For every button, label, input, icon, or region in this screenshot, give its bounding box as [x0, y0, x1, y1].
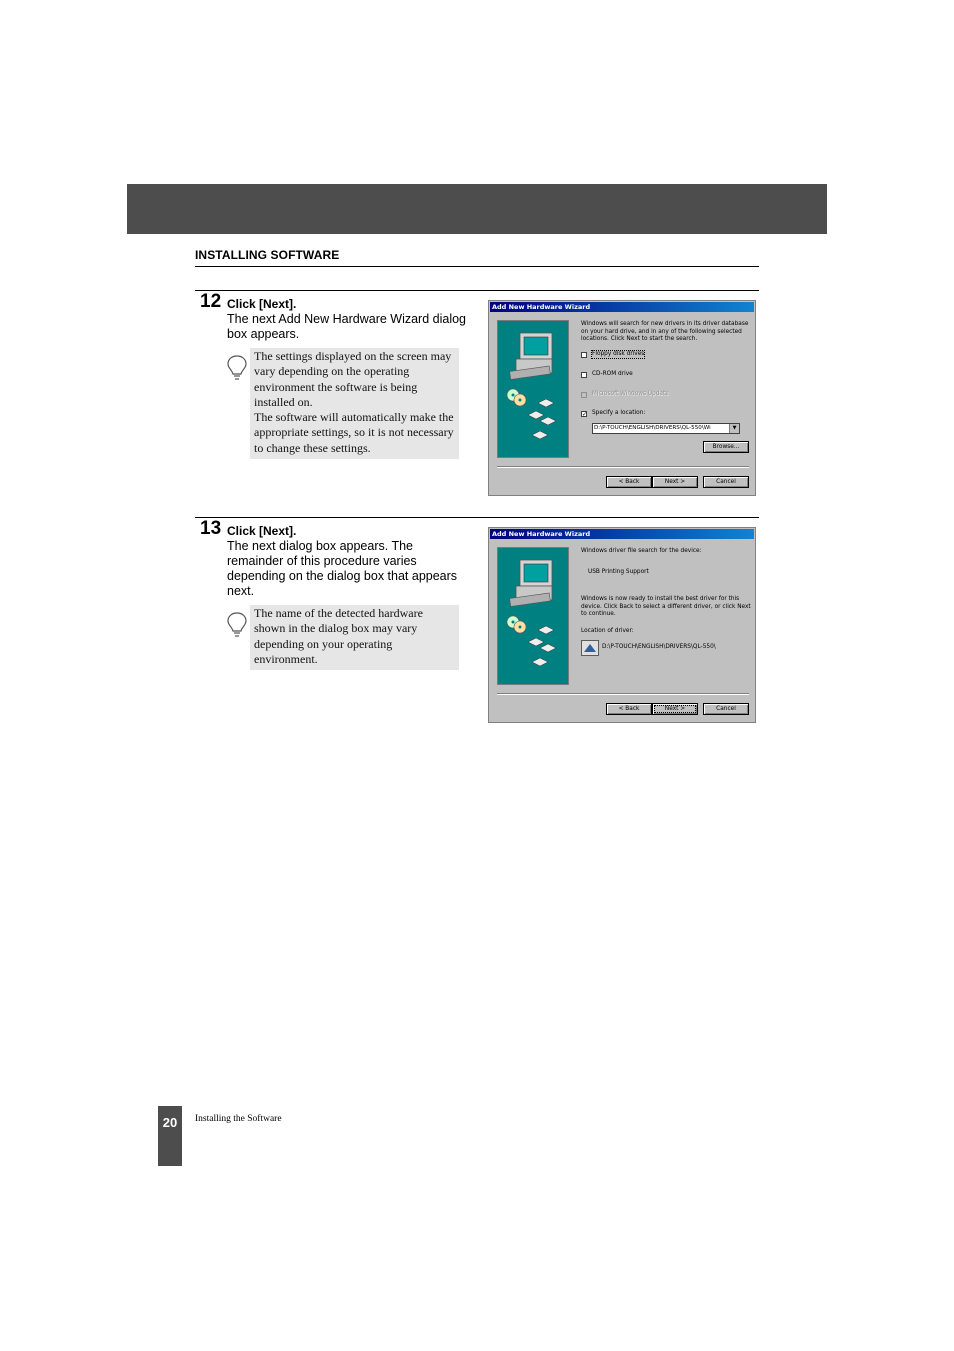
- dialog-intro: Windows will search for new drivers in its driver database on your hard drive, and in any of the following selected locations. Click Next to start the search.: [581, 321, 749, 343]
- section-divider: [195, 266, 759, 267]
- note-paragraph: The settings displayed on the screen may vary depending on the operating environment the software is being installed on.: [254, 349, 452, 409]
- lightbulb-icon: [227, 611, 247, 639]
- location-value: D:\P-TOUCH\ENGLISH\DRIVERS\QL-550\Wi: [594, 425, 711, 431]
- step-12-number: 12: [200, 291, 222, 312]
- computer-cd-icon: [498, 548, 568, 684]
- lightbulb-icon: [227, 354, 247, 382]
- cancel-button[interactable]: Cancel: [703, 703, 749, 715]
- floppy-label: Floppy disk drives: [592, 351, 645, 357]
- location-label: Location of driver:: [581, 628, 634, 634]
- specify-location-checkbox[interactable]: ✓: [582, 411, 588, 418]
- note-paragraph: The name of the detected hardware shown in the dialog box may vary depending on your operating environment.: [254, 606, 423, 666]
- wizard-illustration: [497, 547, 569, 685]
- footer-text: Installing the Software: [195, 1114, 282, 1124]
- back-button[interactable]: < Back: [606, 703, 652, 715]
- dialog-line2: Windows is now ready to install the best driver for this device. Click Back to select a different driver, or click Next to continue.: [581, 596, 751, 618]
- next-button[interactable]: Next >: [652, 703, 698, 715]
- cancel-button[interactable]: Cancel: [703, 476, 749, 488]
- step-12-divider: [195, 290, 759, 291]
- step-13-body: The next dialog box appears. The remainder of this procedure varies depending on the dialog box that appears next.: [227, 539, 458, 598]
- floppy-checkbox[interactable]: [581, 352, 587, 358]
- browse-button[interactable]: Browse...: [703, 441, 749, 453]
- chevron-down-icon[interactable]: ▼: [729, 424, 739, 433]
- cdrom-label: CD-ROM drive: [592, 371, 633, 377]
- wizard-illustration: [497, 320, 569, 458]
- page-number: 20: [162, 1115, 178, 1130]
- dialog-separator: [497, 466, 749, 468]
- driver-file-icon: [581, 640, 599, 656]
- windows-update-label: Microsoft Windows Update: [592, 391, 669, 397]
- computer-cd-icon: [498, 321, 568, 457]
- wizard-dialog-driver-found: [488, 527, 756, 723]
- windows-update-checkbox: [581, 392, 587, 398]
- step-13-note: [250, 605, 459, 670]
- back-button[interactable]: < Back: [606, 476, 652, 488]
- step-12-body: The next Add New Hardware Wizard dialog box appears.: [227, 312, 467, 341]
- cdrom-checkbox[interactable]: [581, 372, 587, 378]
- location-value: D:\P-TOUCH\ENGLISH\DRIVERS\QL-550\: [602, 644, 716, 650]
- step-12-note: [250, 348, 459, 459]
- step-13-title: Click [Next].: [227, 524, 297, 538]
- wizard-dialog-search: [488, 300, 756, 496]
- step-13-divider: [195, 517, 759, 518]
- step-12-title: Click [Next].: [227, 297, 297, 311]
- page-number-tab: [158, 1106, 182, 1166]
- next-button[interactable]: Next >: [652, 476, 698, 488]
- device-name: USB Printing Support: [588, 569, 649, 575]
- specify-location-label: Specify a location:: [592, 410, 646, 416]
- step-13-number: 13: [200, 518, 222, 539]
- note-paragraph: The software will automatically make the appropriate settings, so it is not necessary to change these settings.: [254, 410, 454, 455]
- header-band: [127, 184, 827, 234]
- dialog-title: Add New Hardware Wizard: [490, 529, 754, 539]
- section-title: INSTALLING SOFTWARE: [195, 248, 340, 262]
- dialog-title: Add New Hardware Wizard: [490, 302, 754, 312]
- location-combobox[interactable]: [592, 423, 740, 434]
- dialog-line1: Windows driver file search for the device:: [581, 548, 702, 554]
- dialog-separator: [497, 693, 749, 695]
